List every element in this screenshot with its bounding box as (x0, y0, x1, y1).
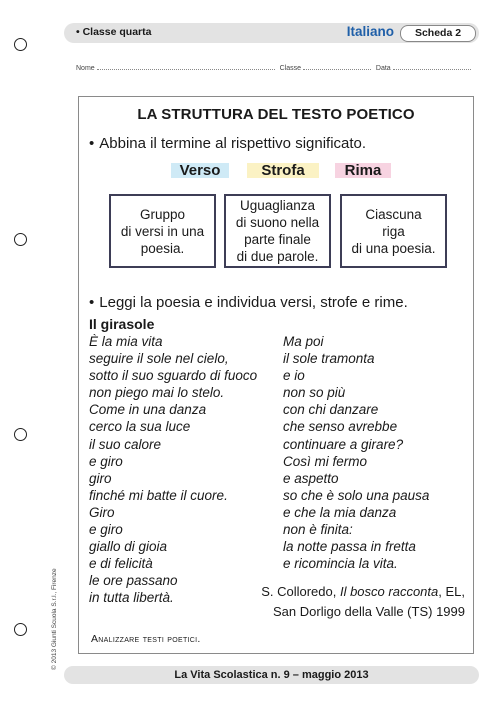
header-bar (64, 23, 479, 43)
poem-line: È la mia vita (89, 334, 163, 349)
class-label: • Classe quarta (76, 26, 152, 38)
poem-line: non so più (283, 385, 346, 401)
poem-line: le ore passano (89, 573, 178, 589)
term-strofa[interactable]: Strofa (247, 163, 319, 178)
instruction-match (89, 135, 366, 152)
learning-objective: Analizzare testi poetici. (91, 633, 201, 645)
poem-line: sotto il suo sguardo di fuoco (89, 368, 258, 384)
bullet-icon: • (89, 135, 95, 152)
credit-author: S. Colloredo, (261, 584, 340, 599)
class-label-field: Classe (279, 65, 301, 72)
binder-hole (14, 623, 27, 636)
poem-line: cerco la sua luce (89, 419, 191, 435)
date-field[interactable] (393, 62, 471, 70)
name-field[interactable] (97, 62, 275, 70)
poem-line: e ricomincia la vita. (283, 556, 398, 572)
page-title: LA STRUTTURA DEL TESTO POETICO (137, 106, 415, 123)
poem-line: non piego mai lo stelo. (89, 385, 225, 401)
term-rima[interactable]: Rima (335, 163, 391, 178)
poem-line: il suo calore (89, 436, 162, 452)
poem-line: so che è solo una pausa (283, 487, 430, 503)
credit-work: Il bosco racconta (339, 584, 439, 599)
poem-credit (261, 582, 465, 622)
definition-text: Uguaglianza di suono nella parte finale di due parole. (235, 198, 320, 264)
poem-line: non è finita: (283, 522, 353, 538)
copyright-note: © 2013 Giunti Scuola S.r.l., Firenze (51, 568, 58, 670)
poem-line: Come in una danza (89, 402, 207, 418)
binder-hole (14, 428, 27, 441)
term-verso[interactable]: Verso (171, 163, 229, 178)
poem-line: Ma poi (283, 334, 324, 349)
poem-line: in tutta libertà. (89, 590, 174, 606)
poem-column-right (283, 333, 429, 572)
class-field[interactable] (303, 62, 371, 70)
poem-column-left (89, 333, 257, 607)
poem-line: giro (89, 470, 112, 486)
poem-line: e io (283, 368, 305, 384)
name-label: Nome (76, 65, 95, 72)
credit-place: San Dorligo della Valle (TS) 1999 (273, 604, 465, 619)
poem-line: e giro (89, 522, 123, 538)
binder-hole (14, 38, 27, 51)
poem-line: e aspetto (283, 470, 339, 486)
student-fields (76, 62, 471, 72)
poem-line: il sole tramonta (283, 351, 375, 367)
poem-line: Giro (89, 504, 115, 520)
footer-bar: La Vita Scolastica n. 9 – maggio 2013 (64, 666, 479, 684)
date-label: Data (375, 65, 391, 72)
instruction-read-text: Leggi la poesia e individua versi, strofe e rime. (99, 294, 408, 311)
instruction-match-text: Abbina il termine al rispettivo significato. (99, 135, 367, 152)
poem-line: giallo di gioia (89, 539, 168, 555)
poem-line: con chi danzare (283, 402, 379, 418)
subject-label: Italiano (346, 24, 394, 39)
poem-line: la notte passa in fretta (283, 539, 416, 555)
poem-line: seguire il sole nel cielo, (89, 351, 229, 367)
poem-line: e giro (89, 453, 123, 469)
definition-box[interactable] (224, 194, 331, 268)
sheet-badge: Scheda 2 (400, 25, 476, 42)
instruction-read (89, 294, 408, 311)
poem-line: e di felicità (89, 556, 153, 572)
bullet-icon: • (89, 294, 95, 311)
poem-line: e che la mia danza (283, 504, 397, 520)
definition-text: Ciascuna riga di una poesia. (351, 206, 436, 256)
poem-line: finché mi batte il cuore. (89, 487, 228, 503)
poem-title: Il girasole (89, 316, 155, 332)
poem-line: Così mi fermo (283, 453, 368, 469)
definition-box[interactable] (340, 194, 447, 268)
credit-publisher: , EL, (438, 584, 465, 599)
poem-line: continuare a girare? (283, 436, 404, 452)
binder-hole (14, 233, 27, 246)
poem-line: che senso avrebbe (283, 419, 398, 435)
definition-text: Gruppo di versi in una poesia. (120, 206, 205, 256)
definition-box[interactable] (109, 194, 216, 268)
worksheet-frame (78, 96, 474, 654)
